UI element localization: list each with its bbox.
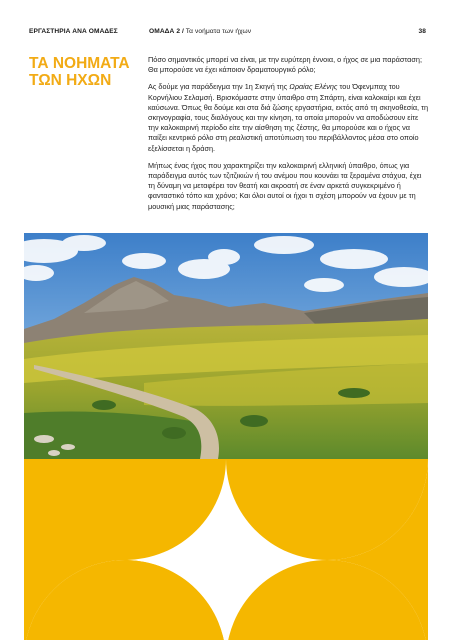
title-line-2: ΤΩΝ ΗΧΩΝ [29,72,112,89]
paragraph-1: Πόσο σημαντικός μπορεί να είναι, με την ευρύτερη έννοια, ο ήχος σε μια παράσταση; Θα μπορούσε να έχει κάποιον δραματουργικό ρόλο; [148,55,422,75]
section-label: ΕΡΓΑΣΤΗΡΙΑ ΑΝΑ ΟΜΑΔΕΣ [29,28,118,35]
page-header [29,28,426,40]
paragraph-2 [148,82,430,153]
group-label: ΟΜΑΔΑ 2 / [149,28,184,35]
paragraph-2-start: Ας δούμε για παράδειγμα την 1η Σκηνή της [148,82,290,92]
running-title [149,28,251,35]
landscape-photo [24,233,428,459]
opera-title: Ωραίας Ελένης [289,82,338,92]
page-number: 38 [418,28,426,35]
page-title [29,55,137,89]
body-text [148,55,430,219]
title-line-1: ΤΑ ΝΟΗΜΑΤΑ [29,55,130,72]
decorative-pattern [24,459,428,640]
topic-label: Τα νοήματα των ήχων [183,28,252,35]
paragraph-3: Μήπως ένας ήχος που χαρακτηρίζει την καλοκαιρινή ελληνική ύπαιθρο, όπως για παράδειγμα αυτός των τζιτζικιών ή του ανέμου που κουνάει τα ξεραμένα στάχυα, έχει τη δύναμη να μεταφέρει τον θεατή και ακροατή σε έναν αρκετά συγκεκριμένο ή φανταστικό τόπο και χρόνο; Και όλοι αυτοί οι ήχοι τι σχέση μπορούν να έχουν με τη μουσική μιας παράστασης; [148,160,422,211]
yellow-leaf-pattern [24,459,428,640]
landscape-illustration [24,233,428,459]
paragraph-2-rest: του Όφενμπαχ του Κορνήλιου Σελαμσή. Βρισκόμαστε στην ύπαιθρο στη Σπάρτη, είναι καλοκαίρι και έχει καύσωνα. Όπως θα δούμε και στα διά ζώσης εργαστήρια, εκτός από τη σκηνοθεσία, τη σκηνογραφία, τους διαλόγους και την κίνηση, τα οποία μπορούν να αποδώσουν είτε την καλοκαιρινή περίοδο είτε την αίσθηση της ζέστης, θα μπορούσε και ο ήχος να παίξει κεντρικό ρόλο στη ρεαλιστική αποτύπωση του περιβάλλοντος μέσα στο οποίο εξελίσσεται η δράση. [148,82,429,153]
